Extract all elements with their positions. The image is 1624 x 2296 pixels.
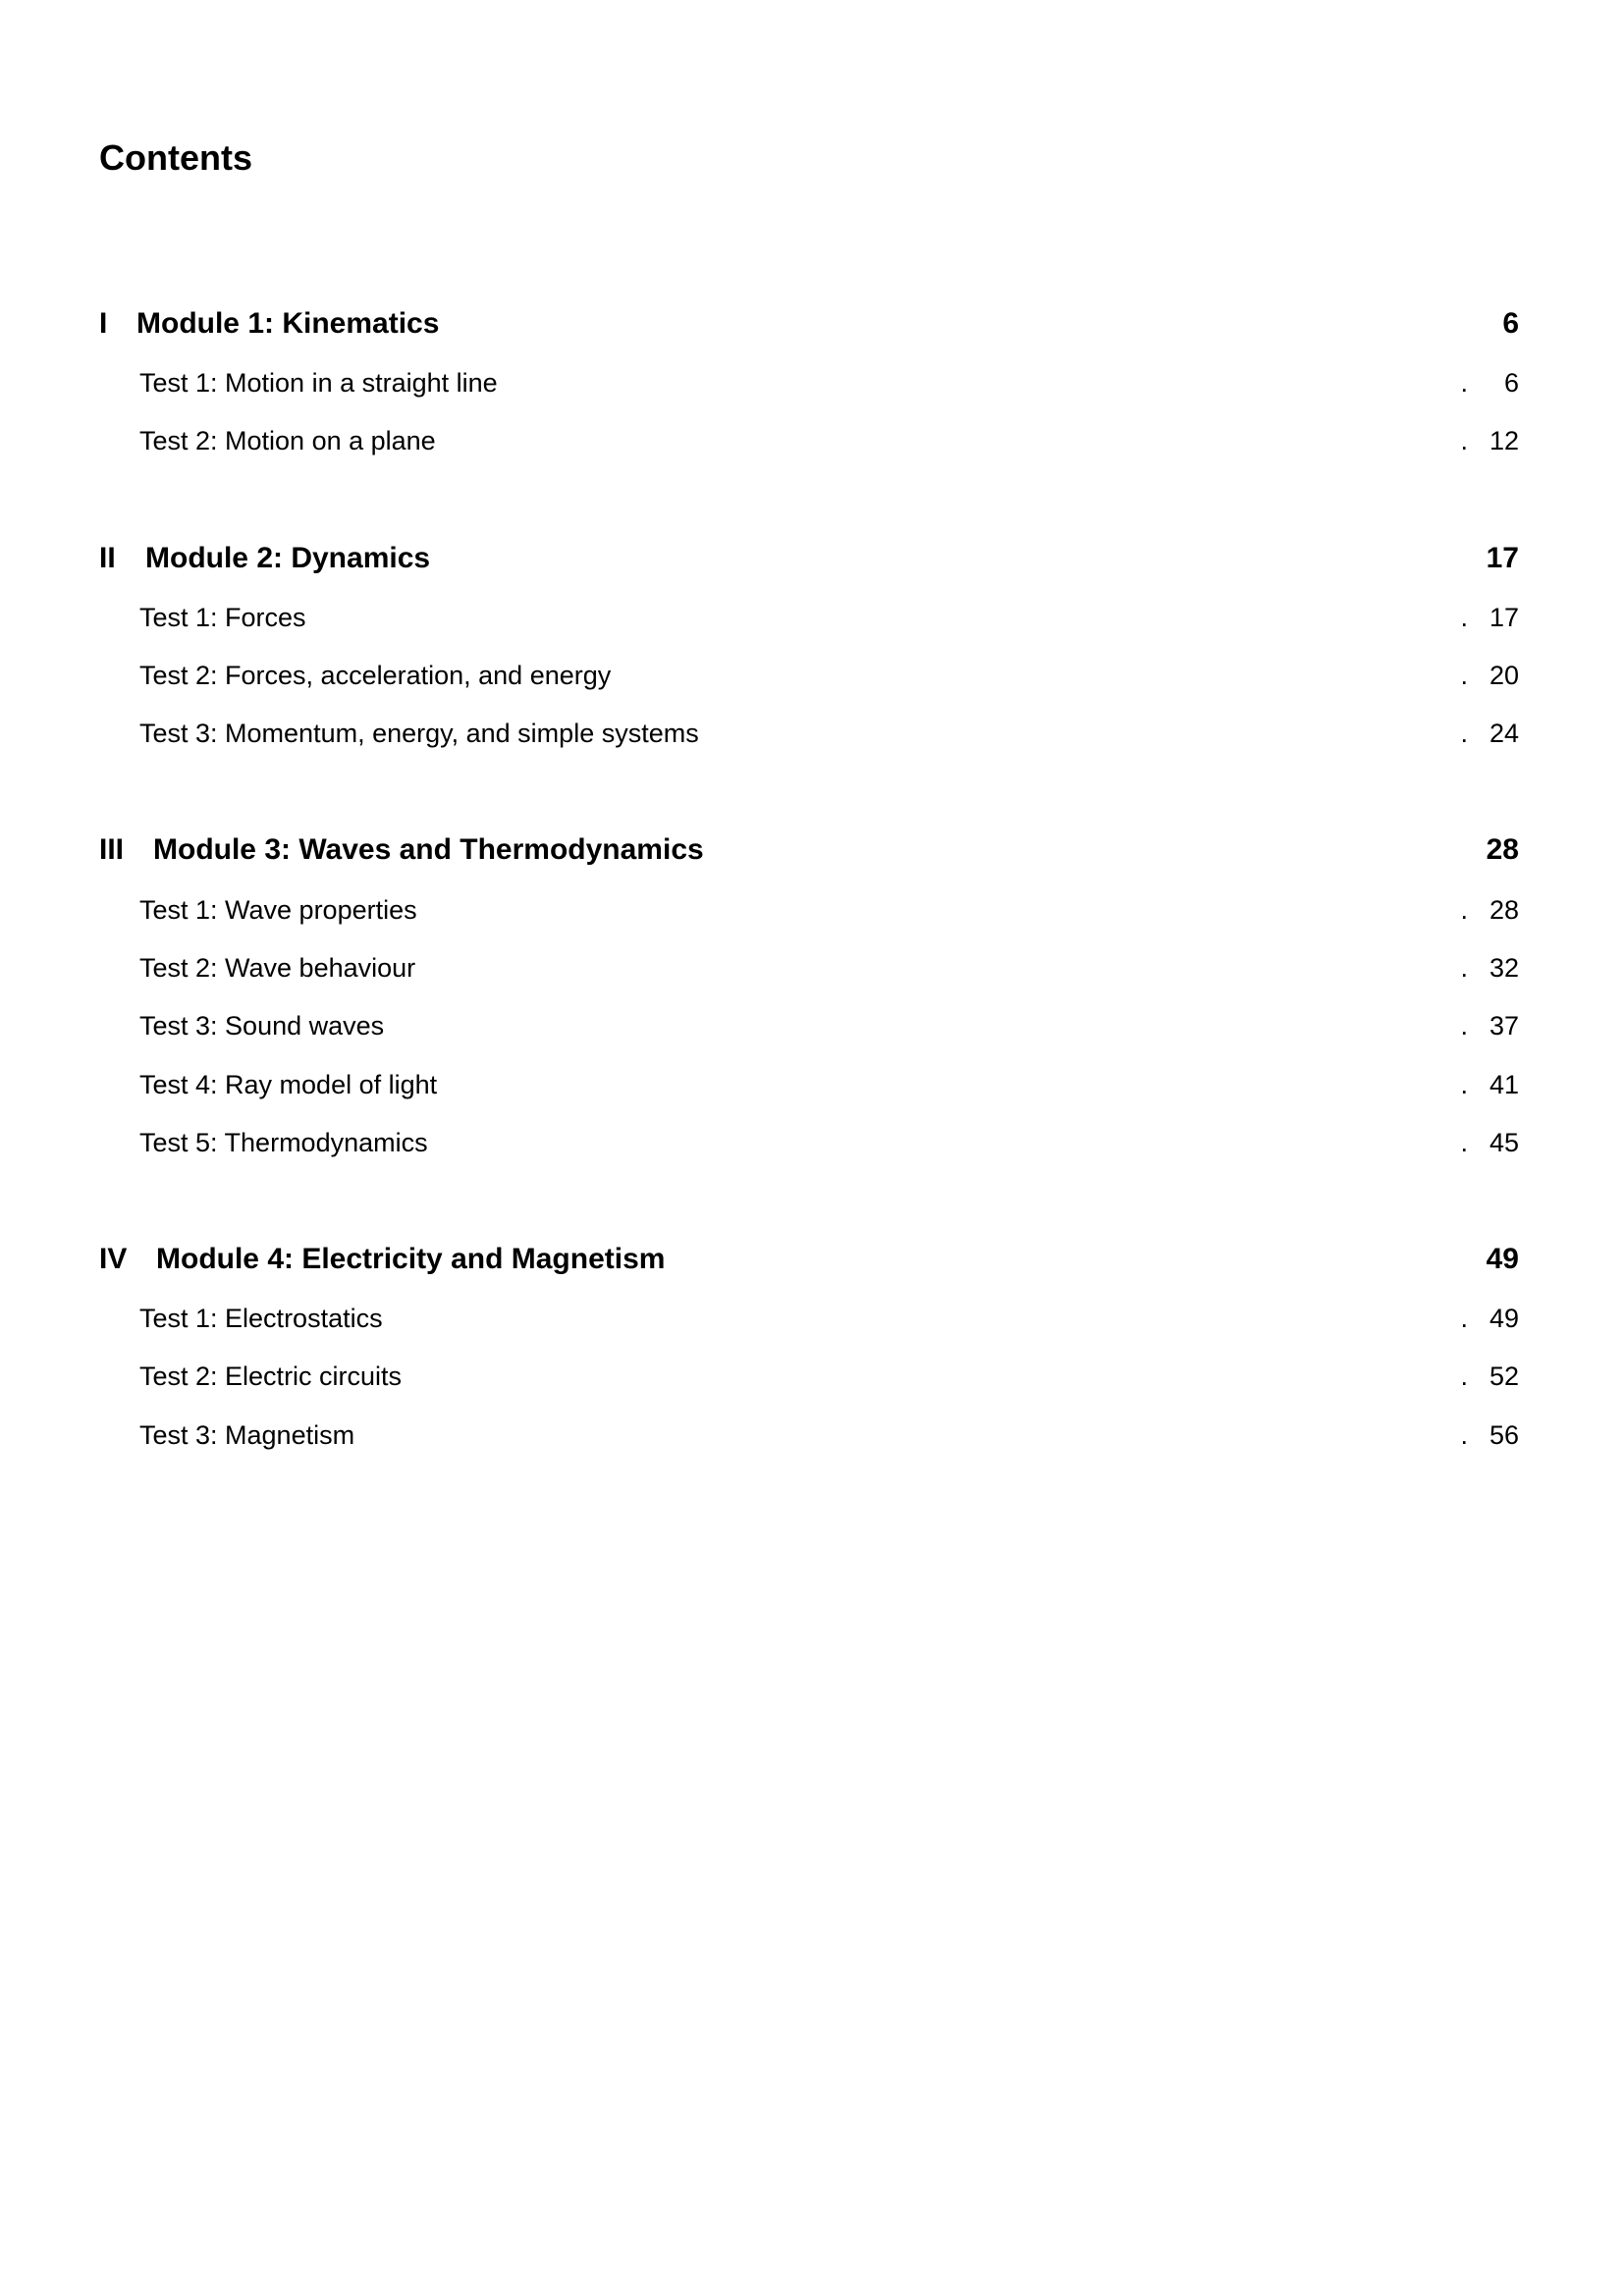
dot-leader: . bbox=[1460, 895, 1468, 925]
entry-title: Test 2: Electric circuits bbox=[139, 1362, 403, 1391]
entry-title: Test 3: Magnetism bbox=[139, 1420, 355, 1450]
toc-entry[interactable] bbox=[139, 658, 1519, 693]
part-title: Module 3: Waves and Thermodynamics bbox=[153, 833, 704, 866]
toc-entry[interactable] bbox=[139, 892, 1519, 928]
dot-leader: . bbox=[1460, 661, 1468, 690]
toc-entry[interactable] bbox=[139, 950, 1519, 986]
part-title: Module 4: Electricity and Magnetism bbox=[156, 1243, 666, 1275]
part-title: Module 2: Dynamics bbox=[145, 542, 431, 574]
part-numeral: III bbox=[99, 833, 125, 866]
toc-entry[interactable] bbox=[139, 1125, 1519, 1160]
toc-entry[interactable] bbox=[139, 1359, 1519, 1394]
entry-page-number: 12 bbox=[1489, 426, 1519, 455]
entry-title: Test 2: Forces, acceleration, and energy bbox=[139, 661, 612, 690]
part-numeral: II bbox=[99, 542, 116, 574]
toc-part-3[interactable] bbox=[99, 830, 1519, 870]
part-page-number: 49 bbox=[1486, 1243, 1519, 1275]
entry-page-number: 49 bbox=[1489, 1304, 1519, 1333]
dot-leader: . bbox=[1460, 953, 1468, 983]
entry-title: Test 2: Motion on a plane bbox=[139, 426, 436, 455]
part-page-number: 6 bbox=[1502, 307, 1519, 340]
toc-entry[interactable] bbox=[139, 716, 1519, 751]
toc-entry[interactable] bbox=[139, 1417, 1519, 1453]
entry-title: Test 3: Momentum, energy, and simple systems bbox=[139, 719, 699, 748]
part-numeral: IV bbox=[99, 1243, 128, 1275]
dot-leader: . bbox=[1460, 1070, 1468, 1099]
toc-part-4[interactable] bbox=[99, 1240, 1519, 1279]
toc-part-2[interactable] bbox=[99, 539, 1519, 578]
dot-leader: . bbox=[1460, 1362, 1468, 1391]
entry-page-number: 52 bbox=[1489, 1362, 1519, 1391]
entry-title: Test 5: Thermodynamics bbox=[139, 1128, 428, 1157]
dot-leader: . bbox=[1460, 1420, 1468, 1450]
entry-page-number: 24 bbox=[1489, 719, 1519, 748]
page-title: Contents bbox=[99, 137, 252, 178]
dot-leader: . bbox=[1460, 603, 1468, 632]
entry-page-number: 32 bbox=[1489, 953, 1519, 983]
toc-entry[interactable] bbox=[139, 423, 1519, 458]
toc-entry[interactable] bbox=[139, 1301, 1519, 1336]
toc-part-1[interactable] bbox=[99, 304, 1519, 344]
entry-page-number: 45 bbox=[1489, 1128, 1519, 1157]
entry-title: Test 3: Sound waves bbox=[139, 1011, 385, 1041]
dot-leader: . bbox=[1460, 1128, 1468, 1157]
dot-leader: . bbox=[1460, 719, 1468, 748]
dot-leader: . bbox=[1460, 1011, 1468, 1041]
part-page-number: 28 bbox=[1486, 833, 1519, 866]
entry-page-number: 56 bbox=[1489, 1420, 1519, 1450]
dot-leader: . bbox=[1460, 1304, 1468, 1333]
entry-page-number: 28 bbox=[1489, 895, 1519, 925]
entry-title: Test 2: Wave behaviour bbox=[139, 953, 416, 983]
entry-title: Test 1: Motion in a straight line bbox=[139, 368, 498, 398]
part-page-number: 17 bbox=[1486, 542, 1519, 574]
dot-leader: . bbox=[1460, 368, 1468, 398]
entry-title: Test 1: Electrostatics bbox=[139, 1304, 383, 1333]
toc-entry[interactable] bbox=[139, 365, 1519, 400]
entry-title: Test 4: Ray model of light bbox=[139, 1070, 438, 1099]
dot-leader: . bbox=[1460, 426, 1468, 455]
entry-page-number: 37 bbox=[1489, 1011, 1519, 1041]
toc-entry[interactable] bbox=[139, 600, 1519, 635]
toc-entry[interactable] bbox=[139, 1008, 1519, 1043]
part-title: Module 1: Kinematics bbox=[136, 307, 440, 340]
entry-page-number: 6 bbox=[1503, 368, 1519, 398]
entry-page-number: 20 bbox=[1489, 661, 1519, 690]
part-numeral: I bbox=[99, 307, 108, 340]
entry-page-number: 17 bbox=[1489, 603, 1519, 632]
entry-title: Test 1: Wave properties bbox=[139, 895, 417, 925]
toc-entry[interactable] bbox=[139, 1067, 1519, 1102]
entry-title: Test 1: Forces bbox=[139, 603, 306, 632]
entry-page-number: 41 bbox=[1489, 1070, 1519, 1099]
